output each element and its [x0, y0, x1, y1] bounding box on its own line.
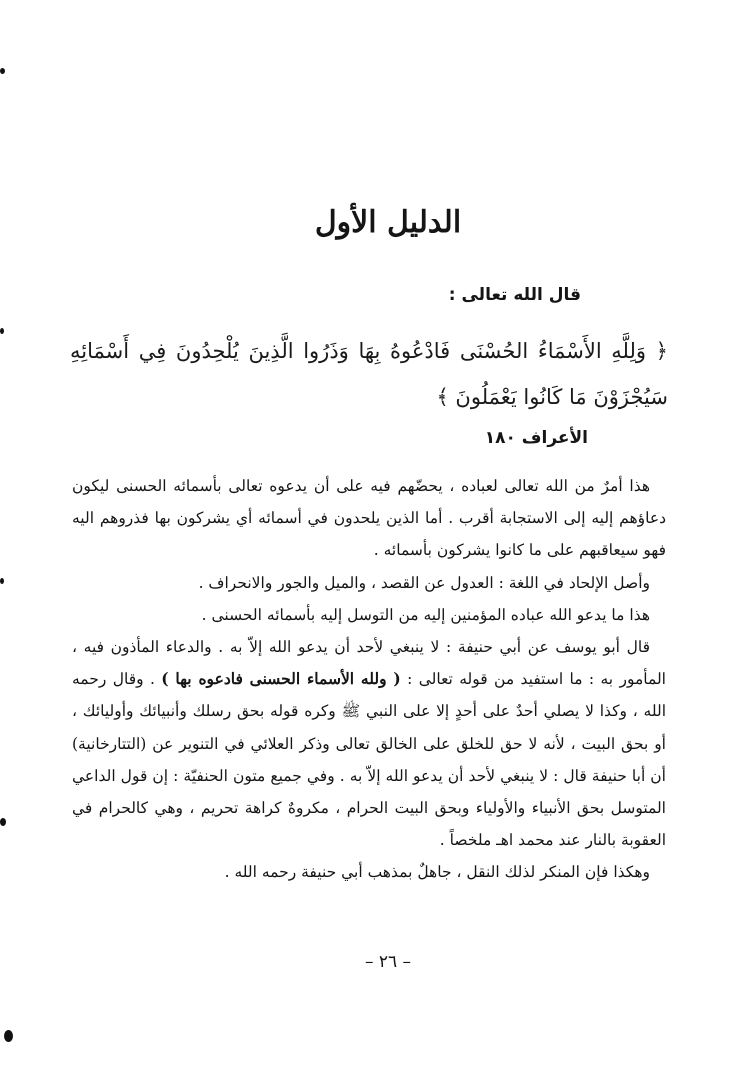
- scan-speck: [0, 68, 5, 74]
- verse-intro: قال الله تعالى :: [448, 285, 581, 305]
- paragraph-text: قال أبو يوسف عن أبي حنيفة : لا ينبغي لأحد أن يدعو الله إلاّ به . والدعاء المأذون فيه ، المأمور به : ما استفيد من قوله تعالى :: [72, 638, 666, 689]
- scan-speck: [0, 328, 4, 334]
- paragraph: وهكذا فإن المنكر لذلك النقل ، جاهلٌ بمذهب أبي حنيفة رحمه الله .: [224, 863, 650, 882]
- paragraph: [72, 631, 666, 856]
- paragraph: وأصل الإلحاد في اللغة : العدول عن القصد ، والميل والجور والانحراف .: [198, 573, 650, 592]
- body-text: [72, 470, 666, 889]
- quoted-verse: ( ولله الأسماء الحسنى فادعوه بها ): [161, 669, 401, 689]
- paragraph-text: . وقال رحمه الله ، وكذا لا يصلي أحدٌ على أحدٍ إلا على النبي ﷺ وكره قوله بحق رسلك وأنبيائك وأوليائك ، أو بحق البيت ، لأنه لا حق للخلق على الخالق تعالى وذكر العلائي في التنوير عن (التتارخانية) أن أبا حنيفة قال : لا ينبغي لأحد أن يدعو الله إلاّ به . وفي جميع متون الحنفيّة : إن قول الداعي المتوسل بحق الأنبياء والأولياء وبحق البيت الحرام ، مكروهٌ كراهة تحريم ، وهي كالحرام في العقوبة بالنار عند محمد اهـ ملخصاً .: [72, 670, 666, 850]
- scan-speck: [4, 1030, 13, 1042]
- page-number: – ٢٦ –: [364, 952, 412, 972]
- verse-reference: الأعراف ١٨٠: [484, 428, 588, 448]
- paragraph: هذا ما يدعو الله عباده المؤمنين إليه من التوسل إليه بأسمائه الحسنى .: [201, 605, 650, 624]
- quran-verse: ﴿ وَلِلَّهِ الأَسْمَاءُ الحُسْنَى فَادْعُوهُ بِهَا وَذَرُوا الَّذِينَ يُلْحِدُونَ فِي أَسْمَائِهِ سَيُجْزَوْنَ مَا كَانُوا يَعْمَلُونَ ﴾: [70, 339, 668, 409]
- chapter-title: الدليل الأول: [314, 205, 462, 240]
- scan-speck: [0, 818, 6, 826]
- paragraph: هذا أمرٌ من الله تعالى لعباده ، يحضّهم فيه على أن يدعوه تعالى بأسمائه الحسنى ليكون دعاؤهم إليه إلى الاستجابة أقرب . أما الذين يلحدون في أسمائه أي يشركون بها فذروهم اليه فهو سيعاقبهم على ما كانوا يشركون بأسمائه .: [72, 477, 666, 560]
- scan-speck: [0, 578, 4, 584]
